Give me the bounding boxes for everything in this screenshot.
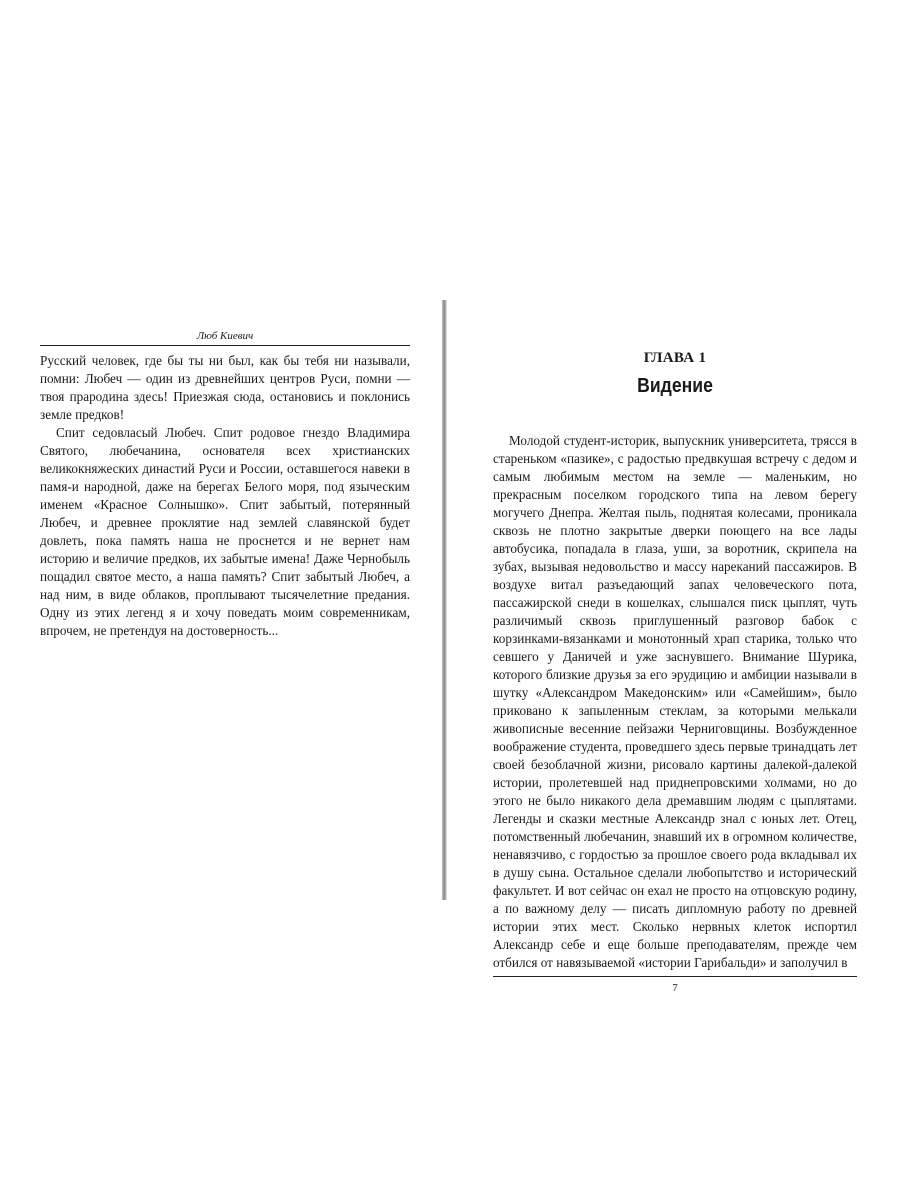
chapter-label: ГЛАВА 1 [643,350,707,366]
left-page-body [40,352,410,640]
paragraph: Русский человек, где бы ты ни был, как бы тебя ни называли, помни: Любеч — один из древнейших центров Руси, помни — твоя прародина здесь! Приезжая сюда, остановись и поклонись земле предков! [40,353,410,422]
left-page [40,330,410,640]
paragraph: Молодой студент-историк, выпускник университета, трясся в старeньком «пазике», с радостью предвкушая встречу с дедом и самым любимым местом на земле — маленьким, но прекрасным поселком городского типа на левом берегу могучего Днепра. Желтая пыль, поднятая колесами, проникала сквозь не плотно закрытые дверки поющего на все лады автобусика, попадала в глаза, уши, за воротник, скрипела на зубах, вызывая недовольство и массу нареканий пассажиров. В воздухе витал разъедающий запах человеческого пота, пассажирской снеди в кошелках, слышался писк цыплят, чуть различимый сквозь приглушенный разговор бабок с корзинками-вязанками и монотонный храп старика, только что севшего у Даничей и уже заснувшего. Внимание Шурика, которого близкие друзья за его эрудицию и амбиции называли в шутку «Александром Македонским» или «Самейшим», было приковано к запыленным стеклам, за которыми мелькали живописные весенние пейзажи Черниговщины. Возбужденное воображение студента, проведшего здесь первые тринадцать лет своей безоблачной жизни, рисовало картины далекой-далекой истории, пролетевшей над приднепровскими холмами, но до этого не было никакого дела дремавшим людям с цыплятами. Легенды и сказки местные Александр знал с юных лет. Отец, потомственный любечанин, знавший их в огромном количестве, ненавязчиво, с гордостью за прошлое своего рода вкладывал их в душу сына. Остальное сделали любопытство и исторический факультет. И вот сейчас он ехал не просто на отцовскую родину, а по важному делу — писать дипломную работу по древней истории этих мест. Сколько нервных клеток испортил Александр себе и еще больше преподавателям, прежде чем отбился от навязываемой «истории Гарибальди» и заполучил в [493,433,857,970]
book-gutter [442,300,447,900]
paragraph: Спит седовласый Любеч. Спит родовое гнездо Владимира Святого, любечанина, основателя всех христианских великокняжеских династий Руси и России, оставшегося навеки в памя-и народной, даже на берегах Белого моря, под языческим именем «Красное Солнышко». Спит забытый, потерянный Любеч, и древнее проклятие над землей славянской будет довлеть, пока память наша не проснется и не вернет нам историю и величие предков, их забытые имена! Даже Чернобыль пощадил святое место, а наша память? Спит забытый Любеч, а над ним, в виде облаков, проплывают тысячелетние предания. Одну из этих легенд я и хочу поведать моим современникам, впрочем, не претендуя на достоверность... [40,425,410,638]
page-number: 7 [493,976,857,994]
right-page-body [493,432,857,972]
running-head: Люб Киевич [40,330,410,346]
chapter-title: Видение [637,375,713,397]
right-page [493,350,857,994]
